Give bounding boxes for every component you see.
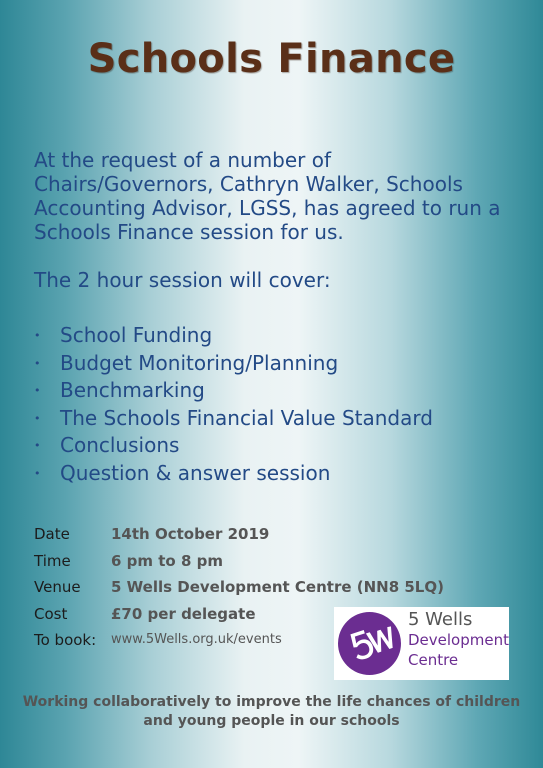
date-value: 14th October 2019 [111, 525, 270, 543]
bullet-icon: • [34, 466, 41, 480]
five-wells-logo [334, 607, 509, 680]
session-cover-heading: The 2 hour session will cover: [34, 268, 331, 292]
list-item: • Conclusions [34, 432, 514, 460]
list-item: • Budget Monitoring/Planning [34, 350, 514, 378]
bullet-icon: • [34, 329, 41, 342]
date-row [34, 521, 504, 548]
cost-label: Cost [34, 604, 68, 623]
time-value: 6 pm to 8 pm [111, 551, 223, 570]
list-item: • The Schools Financial Value Standard [34, 405, 514, 433]
list-item: • Question & answer session [34, 460, 514, 488]
five-wells-logo-mark [338, 612, 401, 675]
bullet-icon: • [34, 439, 41, 452]
booking-link[interactable]: www.5Wells.org.uk/events [111, 632, 282, 647]
cost-value: £70 per delegate [111, 604, 256, 623]
date-label: Date [34, 525, 70, 543]
booking-label: To book: [34, 631, 97, 649]
topic-list [34, 322, 514, 487]
bullet-icon: • [34, 384, 41, 397]
logo-text-line3: Centre [408, 651, 459, 669]
footer-tagline: Working collaboratively to improve the life chances of children and young people in our schools [22, 694, 521, 729]
venue-row [34, 574, 504, 601]
bullet-icon: • [34, 411, 41, 425]
logo-text-line1: 5 Wells [408, 609, 473, 630]
five-wells-5w-icon [338, 612, 401, 675]
list-item: • School Funding [34, 322, 514, 350]
venue-value: 5 Wells Development Centre (NN8 5LQ) [111, 578, 444, 596]
intro-paragraph: At the request of a number of Chairs/Governors, Cathryn Walker, Schools Accounting Advisor, LGSS, has agreed to run a Schools Finance session for us. [34, 148, 501, 244]
list-item: • Benchmarking [34, 377, 514, 405]
time-row [34, 548, 504, 575]
venue-label: Venue [34, 578, 81, 596]
page-title: Schools Finance [87, 36, 456, 82]
bullet-icon: • [34, 356, 41, 370]
time-label: Time [34, 551, 71, 570]
logo-text-line2: Development [408, 631, 509, 649]
